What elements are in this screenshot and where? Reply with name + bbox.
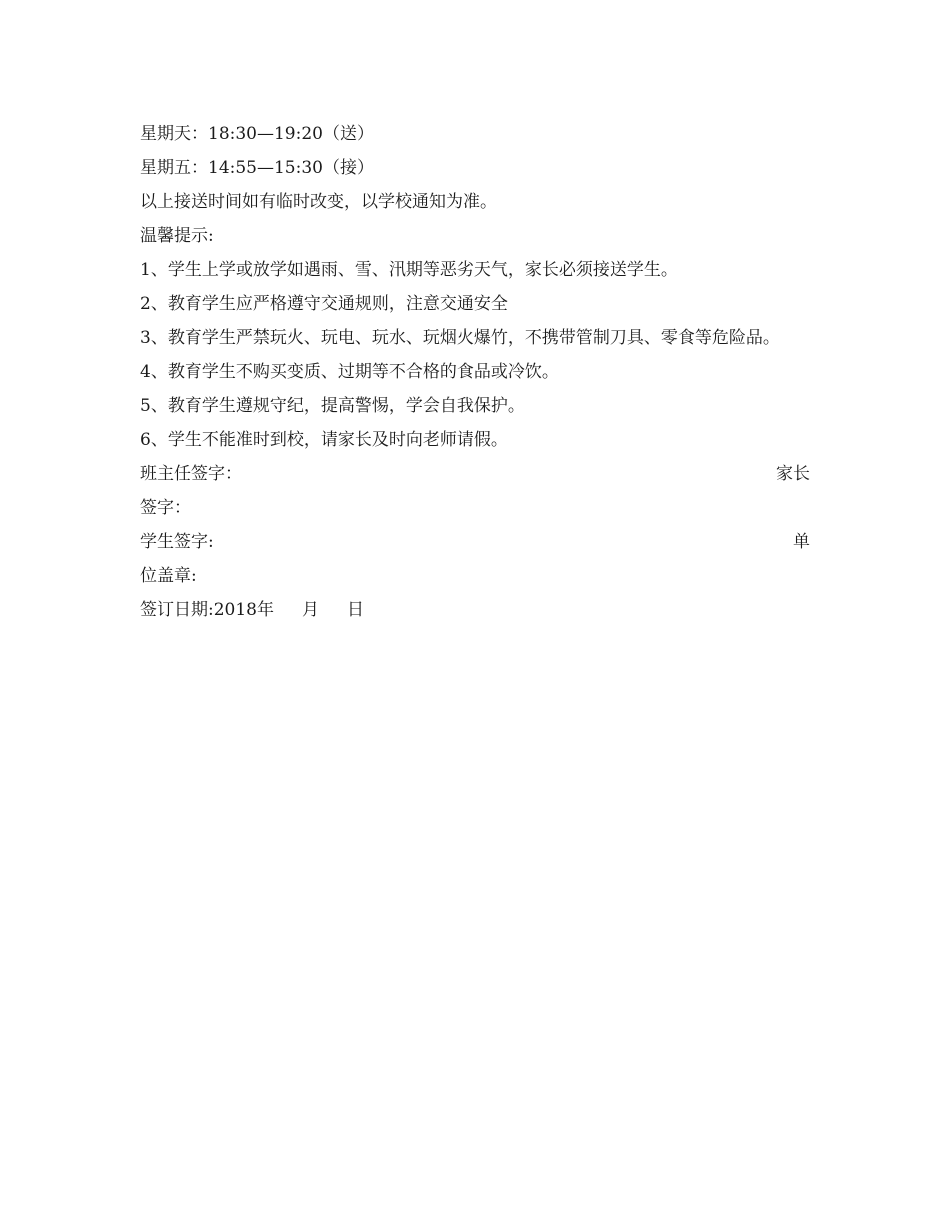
tip-item-4: 4、教育学生不购买变质、过期等不合格的食品或冷饮。	[140, 362, 559, 382]
student-signature-label: 学生签字:	[140, 532, 214, 552]
schedule-note: 以上接送时间如有临时改变，以学校通知为准。	[140, 192, 497, 212]
tip-item-2: 2、教育学生应严格遵守交通规则，注意交通安全	[140, 294, 508, 314]
schedule-friday: 星期五：14:55—15:30（接）	[140, 158, 374, 178]
tip-item-1: 1、学生上学或放学如遇雨、雪、汛期等恶劣天气，家长必须接送学生。	[140, 260, 678, 280]
unit-stamp-label-start: 单	[793, 532, 810, 552]
tips-heading: 温馨提示:	[140, 226, 214, 246]
tip-item-5: 5、教育学生遵规守纪，提高警惕，学会自我保护。	[140, 396, 525, 416]
signature-row-student-unit	[140, 525, 810, 559]
signing-date-year: 签订日期:2018年	[140, 600, 274, 620]
parent-signature-label-start: 家长	[776, 464, 810, 484]
parent-signature-label-end: 签字：	[140, 498, 191, 518]
tip-item-3: 3、教育学生严禁玩火、玩电、玩水、玩烟火爆竹，不携带管制刀具、零食等危险品。	[140, 328, 780, 348]
signing-date-month: 月	[302, 600, 319, 620]
unit-stamp-label-end: 位盖章:	[140, 566, 197, 586]
document-page	[140, 117, 810, 627]
tip-item-6: 6、学生不能准时到校，请家长及时向老师请假。	[140, 430, 508, 450]
signature-row-teacher-parent	[140, 457, 810, 491]
signing-date-day: 日	[347, 600, 364, 620]
schedule-sunday: 星期天：18:30—19:20（送）	[140, 124, 374, 144]
signing-date	[140, 593, 810, 627]
teacher-signature-label: 班主任签字：	[140, 464, 242, 484]
